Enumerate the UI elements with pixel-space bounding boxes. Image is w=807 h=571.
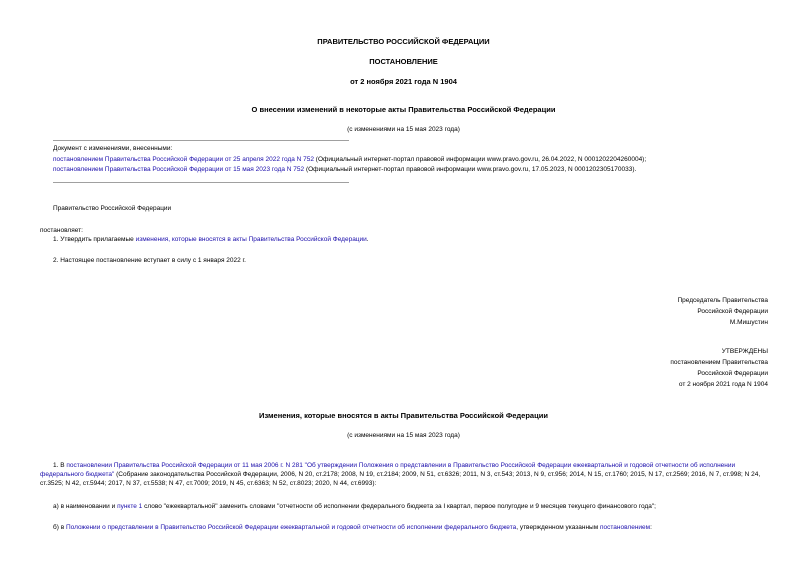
annex-item-b-end: :: [650, 524, 652, 531]
decree-281-link[interactable]: постановлении Правительства Российской Федерации от 11 мая 2006 г. N 281 "Об утверждении Положения о представлении в Правительство Российской Федерации ежеквартальной и годовой отчетности об исполнении федерального бюджета": [40, 462, 736, 478]
annex-item-a-text: а) в наименовании и: [53, 503, 118, 510]
change-item: [53, 166, 636, 175]
doc-type-heading: ПОСТАНОВЛЕНИЕ: [369, 57, 438, 66]
government-text: Правительство Российской Федерации: [53, 205, 172, 212]
changes-annex-link[interactable]: изменения, которые вносятся в акты Правительства Российской Федерации: [135, 236, 367, 243]
signature-name: М.Мишустин: [729, 319, 768, 326]
annex-item-1-prefix: 1. В: [53, 462, 67, 469]
document-title: О внесении изменений в некоторые акты Правительства Российской Федерации: [251, 105, 556, 114]
annex-item-1: [40, 462, 768, 488]
annex-item-a: [53, 503, 656, 512]
approved-line: Российской Федерации: [697, 370, 768, 377]
paragraph-1: [53, 236, 369, 245]
annex-item-1-sources: (Собрание законодательства Российской Федерации, 2006, N 20, ст.2178; 2008, N 19, ст.2184; 2009, N 51, ст.6326; 2011, N 3, ст.543; 2013, N 9, ст.956; 2014, N 15, ст.1760; 2015, N 17, ст.2569; 2016, N 7, ст.998; N 24, ст.3525; N 42, ст.5944; 2017, N 37, ст.5538; N 47, ст.7009; 2019, N 45, ст.6363; N 52, ст.8023; 2020, N 44, ст.6993):: [40, 470, 761, 487]
changes-bottom-divider: [53, 182, 349, 183]
annex-item-b-middle: , утвержденном указанным: [516, 524, 600, 531]
changes-top-divider: [53, 140, 349, 141]
org-heading: ПРАВИТЕЛЬСТВО РОССИЙСКОЙ ФЕДЕРАЦИИ: [317, 37, 490, 46]
signature-country: Российской Федерации: [697, 308, 768, 315]
paragraph-1-text: 1. Утвердить прилагаемые: [53, 236, 136, 243]
paragraph-2: 2. Настоящее постановление вступает в силу с 1 января 2022 г.: [53, 257, 246, 264]
amended-note: (с изменениями на 15 мая 2023 года): [347, 126, 460, 133]
approved-date: от 2 ноября 2021 года N 1904: [678, 381, 768, 388]
point-1-link[interactable]: пункте 1: [117, 503, 143, 510]
annex-amended-note: (с изменениями на 15 мая 2023 года): [347, 432, 460, 439]
decrees-text: постановляет:: [40, 227, 83, 234]
date-number-heading: от 2 ноября 2021 года N 1904: [350, 77, 457, 86]
annex-item-b-text: б) в: [53, 524, 66, 531]
paragraph-1-end: .: [366, 236, 369, 243]
regulation-link[interactable]: Положении о представлении в Правительство Российской Федерации ежеквартальной и годовой отчетности об исполнении федерального бюджета: [65, 524, 517, 531]
approved-heading: УТВЕРЖДЕНЫ: [721, 348, 768, 355]
change-source: (Официальный интернет-портал правовой информации www.pravo.gov.ru, 26.04.2022, N 0001202204260004);: [314, 156, 647, 163]
signature-title: Председатель Правительства: [677, 297, 768, 304]
annex-item-a-end: слово "ежеквартальной" заменить словами "отчетности об исполнении федерального бюджета за I квартал, первое полугодие и 9 месяцев текущего финансового года";: [142, 503, 656, 510]
change-item: [53, 156, 646, 165]
change-link[interactable]: постановлением Правительства Российской Федерации от 15 мая 2023 года N 752: [53, 166, 305, 173]
annex-item-b: [53, 524, 652, 533]
change-source: (Официальный интернет-портал правовой информации www.pravo.gov.ru, 17.05.2023, N 0001202305170033).: [304, 166, 637, 173]
approved-line: постановлением Правительства: [670, 359, 768, 366]
annex-title: Изменения, которые вносятся в акты Правительства Российской Федерации: [259, 411, 548, 420]
changes-intro: Документ с изменениями, внесенными:: [53, 145, 173, 152]
change-link[interactable]: постановлением Правительства Российской Федерации от 25 апреля 2022 года N 752: [53, 156, 314, 163]
decree-link[interactable]: постановлением: [600, 524, 651, 531]
